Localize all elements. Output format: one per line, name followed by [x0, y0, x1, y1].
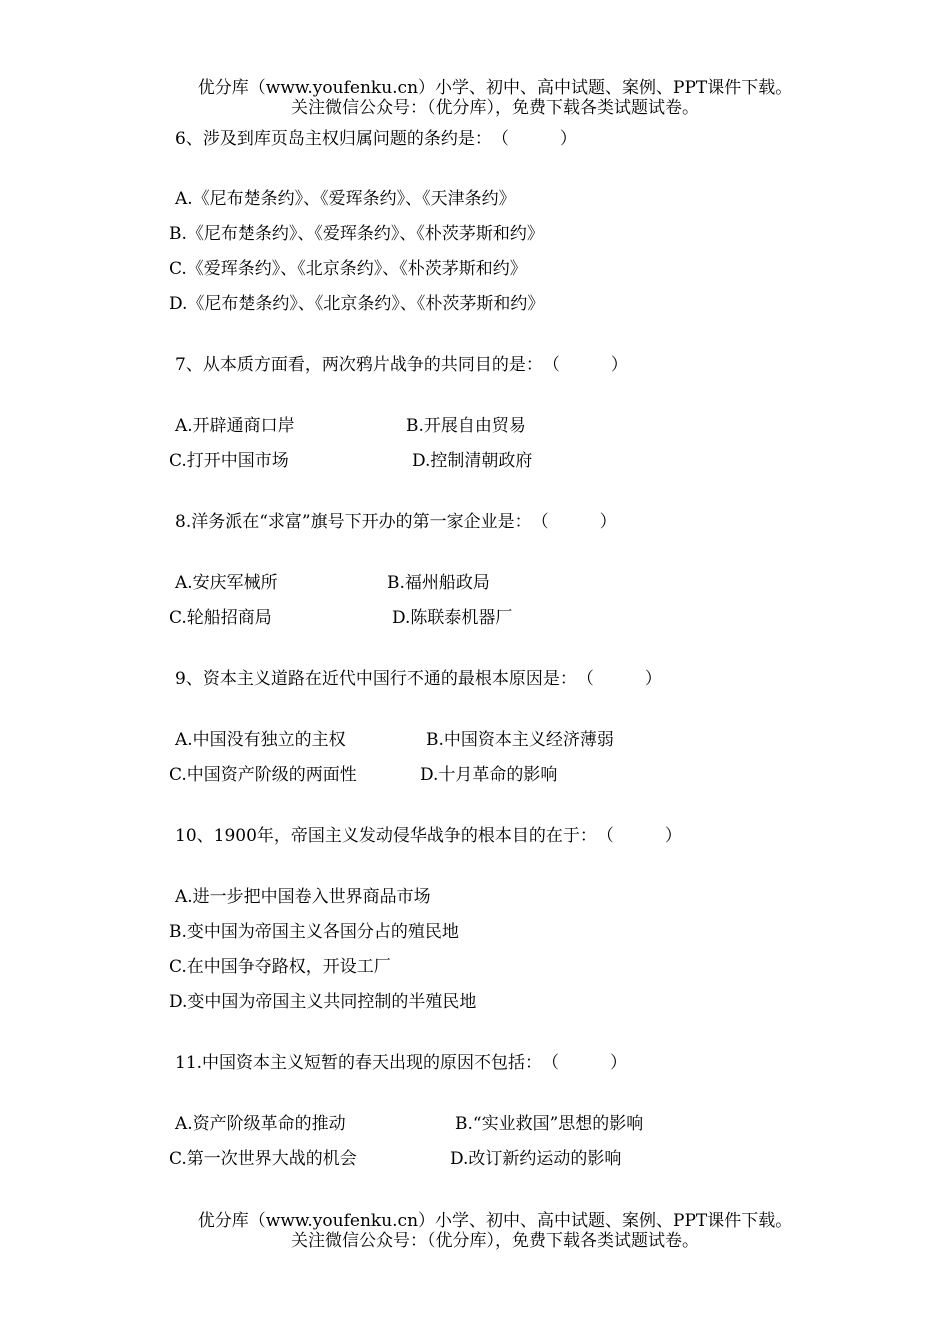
question-6-option-d: D.《尼布楚条约》、《北京条约》、《朴茨茅斯和约》 — [169, 294, 545, 314]
question-9-stem: 9、资本主义道路在近代中国行不通的最根本原因是： （ ） — [175, 669, 662, 689]
question-6-stem: 6、涉及到库页岛主权归属问题的条约是： （ ） — [175, 129, 577, 149]
page-footer-banner — [0, 1211, 950, 1251]
question-7-option-c: C.打开中国市场 — [169, 451, 289, 471]
question-8-option-b: B.福州船政局 — [387, 573, 490, 593]
question-11-option-a: A.资产阶级革命的推动 — [175, 1114, 346, 1134]
question-11-stem: 11.中国资本主义短暂的春天出现的原因不包括： （ ） — [175, 1053, 628, 1073]
question-8-stem: 8.洋务派在“求富”旗号下开办的第一家企业是： （ ） — [175, 512, 617, 532]
question-10-stem: 10、1900年，帝国主义发动侵华战争的根本目的在于： （ ） — [175, 826, 682, 846]
question-7-option-b: B.开展自由贸易 — [406, 416, 526, 436]
question-8-option-c: C.轮船招商局 — [169, 608, 272, 628]
header-line-2: 关注微信公众号：（优分库），免费下载各类试题试卷。 — [291, 98, 699, 118]
question-9-option-a: A.中国没有独立的主权 — [175, 730, 346, 750]
question-6-option-c: C.《爱珲条约》、《北京条约》、《朴茨茅斯和约》 — [169, 259, 527, 279]
question-9-option-b: B.中国资本主义经济薄弱 — [426, 730, 614, 750]
footer-line-2: 关注微信公众号：（优分库），免费下载各类试题试卷。 — [291, 1231, 699, 1251]
question-8-option-a: A.安庆军械所 — [175, 573, 278, 593]
question-6-option-a: A.《尼布楚条约》、《爱珲条约》、《天津条约》 — [175, 189, 516, 209]
footer-line-1: 优分库（www.youfenku.cn）小学、初中、高中试题、案例、PPT课件下载。 — [197, 1211, 793, 1231]
question-7-option-a: A.开辟通商口岸 — [175, 416, 295, 436]
question-11-option-c: C.第一次世界大战的机会 — [169, 1149, 357, 1169]
question-6-option-b: B.《尼布楚条约》、《爱珲条约》、《朴茨茅斯和约》 — [169, 224, 544, 244]
page-header-banner — [0, 78, 950, 118]
question-10-option-b: B.变中国为帝国主义各国分占的殖民地 — [169, 922, 459, 942]
question-7-option-d: D.控制清朝政府 — [412, 451, 533, 471]
question-7-stem: 7、从本质方面看，两次鸦片战争的共同目的是： （ ） — [175, 355, 628, 375]
question-10-option-a: A.进一步把中国卷入世界商品市场 — [175, 887, 431, 907]
question-9-option-c: C.中国资产阶级的两面性 — [169, 765, 357, 785]
question-10-option-d: D.变中国为帝国主义共同控制的半殖民地 — [169, 992, 477, 1012]
question-8-option-d: D.陈联泰机器厂 — [392, 608, 513, 628]
question-11-option-b: B.“实业救国”思想的影响 — [455, 1114, 644, 1134]
question-10-option-c: C.在中国争夺路权，开设工厂 — [169, 957, 391, 977]
question-11-option-d: D.改订新约运动的影响 — [450, 1149, 622, 1169]
question-9-option-d: D.十月革命的影响 — [420, 765, 558, 785]
header-line-1: 优分库（www.youfenku.cn）小学、初中、高中试题、案例、PPT课件下载。 — [197, 78, 793, 98]
